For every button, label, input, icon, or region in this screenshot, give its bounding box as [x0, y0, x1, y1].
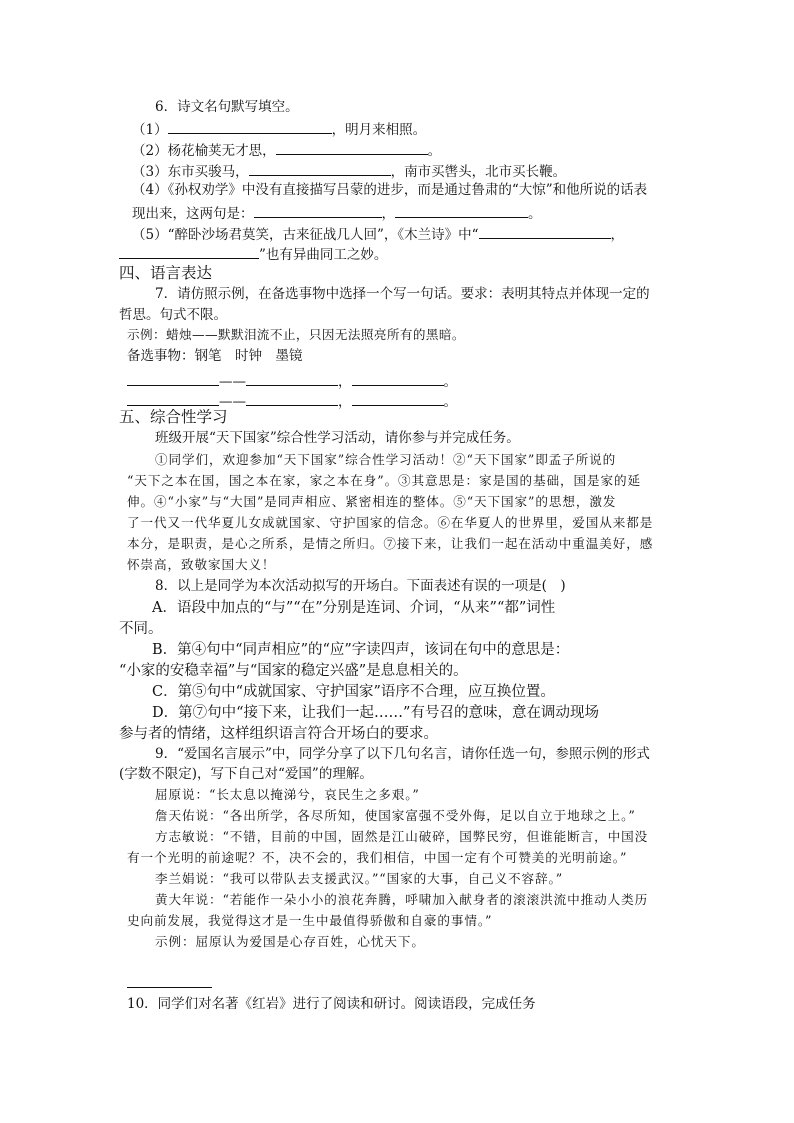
q6-line3 [132, 163, 566, 180]
q7-period-1: 。 [443, 374, 457, 390]
q8-option-c: C．第⑤句中“成就国家、守护国家”语序不合理，应互换位置。 [152, 684, 555, 700]
passage-line-2: “天下之本在国，国之本在家，家之本在身”。③其意思是：家是国的基础，国是家的延 [127, 473, 641, 488]
q7-blank-2c[interactable] [352, 393, 444, 406]
q8-stem: 8．以上是同学为本次活动拟写的开场白。下面表述有误的一项是( ) [155, 578, 566, 594]
q6-blank-2[interactable] [276, 142, 428, 155]
q7-dash-1: —— [219, 374, 246, 390]
q7-dash-2: —— [219, 394, 246, 410]
footnote-separator [127, 987, 212, 988]
q6-title: 6．诗文名句默写填空。 [155, 99, 299, 115]
q7-blank-1b[interactable] [246, 373, 338, 386]
q8-option-d-line2: 参与者的情绪，这样组织语言符合开场白的要求。 [119, 726, 438, 742]
q8-option-d-line1: D．第⑦句中“接下来，让我们一起……”有号召的意味，意在调动现场 [152, 705, 599, 721]
q6-blank-5a[interactable] [479, 226, 611, 239]
q6-line5b-suffix: ”也有异曲同工之妙。 [259, 247, 388, 263]
q8-option-b-line1: B．第④句中“同声相应”的“应”字读四声，该词在句中的意思是： [152, 642, 570, 658]
passage-line-6: 怀崇高，致敬家国大义！ [127, 557, 276, 572]
q6-blank-3[interactable] [249, 163, 391, 176]
q8-option-a-line1: A．语段中加点的“与”“在”分别是连词、介词，“从来”“都”词性 [152, 600, 556, 616]
q9-line1: 9．“爱国名言展示”中，同学分享了以下几句名言，请你任选一句，参照示例的形式 [155, 746, 650, 762]
q6-blank-4b[interactable] [395, 205, 528, 218]
q6-line5b [119, 246, 387, 263]
q6-line1-prefix: （1） [132, 122, 168, 138]
quote-huang-danian-2: 史向前发展，我觉得这才是一生中最值得骄傲和自豪的事情。” [127, 913, 493, 928]
q6-line5a [132, 226, 624, 243]
q7-blank-2b[interactable] [246, 393, 338, 406]
q6-line3-suffix: ，南市买辔头，北市买长鞭。 [390, 164, 567, 180]
q6-line2-prefix: （2）杨花榆荚无才思， [132, 143, 276, 159]
q7-options: 备选事物：钢笔 时钟 墨镜 [127, 348, 303, 364]
q7-answer-line-1 [127, 373, 457, 390]
section-5-intro: 班级开展“天下国家”综合性学习活动，请你参与并完成任务。 [155, 430, 520, 446]
q6-line4b [132, 205, 542, 222]
passage-line-1: ①同学们，欢迎参加“天下国家”综合性学习活动！②“天下国家”即孟子所说的 [155, 452, 617, 467]
quote-huang-danian-1: 黄大年说：“若能作一朵小小的浪花奔腾，呼啸加入献身者的滚滚洪流中推动人类历 [155, 892, 649, 907]
q7-comma-2: ， [338, 394, 352, 410]
quote-qu-yuan: 屈原说：“长太息以掩涕兮，哀民生之多艰。” [155, 787, 420, 802]
q6-blank-4a[interactable] [254, 205, 382, 218]
q7-blank-1c[interactable] [352, 373, 444, 386]
section-4-heading: 四、语言表达 [119, 264, 213, 282]
passage-line-4: 了一代又一代华夏儿女成就国家、守护国家的信念。⑥在华夏人的世界里，爱国从来都是 [127, 515, 654, 530]
q6-line4a: （4）《孙权劝学》中没有直接描写吕蒙的进步，而是通过鲁肃的“大惊”和他所说的话表 [132, 182, 648, 198]
q6-line1 [132, 121, 426, 138]
section-5-heading: 五、综合性学习 [119, 408, 228, 426]
passage-line-3: 伸。④“小家”与“大国”是同声相应、紧密相连的整体。⑤“天下国家”的思想，激发 [127, 494, 617, 509]
quote-li-lanjuan: 李兰娟说：“我可以带队去支援武汉。”“国家的大事，自己义不容辞。” [155, 871, 564, 886]
q7-line1: 7．请仿照示例，在备选事物中选择一个写一句话。要求：表明其特点并体现一定的 [155, 286, 650, 302]
q8-option-a-line2: 不同。 [119, 621, 163, 637]
q6-line4b-prefix: 现出来，这两句是： [132, 206, 254, 222]
q6-line5a-prefix: （5）“醉卧沙场君莫笑，古来征战几人回”，《木兰诗》中“ [132, 227, 479, 243]
q7-comma-1: ， [338, 374, 352, 390]
q6-line2-suffix: 。 [427, 143, 442, 159]
quote-zhan-tianyou: 詹天佑说：“各出所学，各尽所知，使国家富强不受外侮，足以自立于地球之上。” [155, 808, 636, 823]
q7-period-2: 。 [443, 394, 457, 410]
q7-line2: 哲思。句式不限。 [119, 307, 227, 323]
quote-fang-zhimin-2: 有一个光明的前途呢？不，决不会的，我们相信，中国一定有个可赞美的光明前途。” [127, 850, 628, 865]
q7-blank-2a[interactable] [127, 393, 219, 406]
quote-fang-zhimin-1: 方志敏说：“不错，目前的中国，固然是江山破碎，国弊民穷，但谁能断言，中国没 [155, 829, 649, 844]
q6-line4b-mid: ， [381, 206, 395, 222]
q6-line4b-suffix: 。 [528, 206, 542, 222]
q7-example: 示例：蜡烛——默默泪流不止，只因无法照亮所有的黑暗。 [127, 327, 465, 342]
q6-line3-prefix: （3）东市买骏马， [132, 164, 249, 180]
q6-line1-suffix: ，明月来相照。 [331, 122, 427, 138]
q7-blank-1a[interactable] [127, 373, 219, 386]
passage-line-5: 本分，是职责，是心之所系，是情之所归。⑦接下来，让我们一起在活动中重温美好，感 [127, 536, 654, 551]
q9-example: 示例：屈原认为爱国是心存百姓，心忧天下。 [155, 934, 425, 949]
q6-line5a-suffix: ， [610, 227, 625, 243]
q8-option-b-line2: “小家的安稳幸福”与“国家的稳定兴盛”是息息相关的。 [119, 663, 468, 679]
q10-line: 10．同学们对名著《红岩》进行了阅读和研讨。阅读语段，完成任务 [127, 996, 536, 1012]
q6-blank-1[interactable] [168, 121, 332, 134]
q6-blank-5b[interactable] [119, 246, 259, 259]
q9-line2: (字数不限定)，写下自己对“爱国”的理解。 [119, 766, 373, 782]
q6-line2 [132, 142, 441, 159]
